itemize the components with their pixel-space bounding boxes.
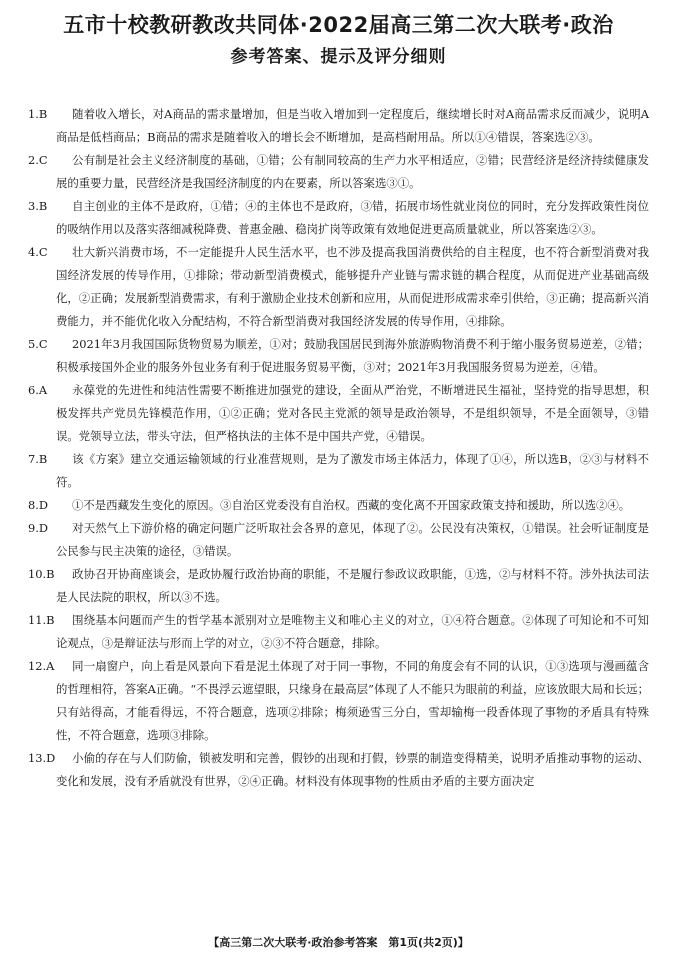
- answer-explanation: 随着收入增长，对A商品的需求量增加，但是当收入增加到一定程度后，继续增长时对A商品需求反而减少，说明A商品是低档商品；B商品的需求是随着收入的增长会不断增加，是高档耐用品。所以①④错误，答案选②③。: [56, 107, 649, 144]
- answer-number: 10.B: [28, 567, 55, 581]
- answer-number: 13.D: [28, 751, 56, 765]
- answer-number: 1.B: [28, 107, 48, 121]
- answer-item: [28, 494, 649, 517]
- answer-number: 5.C: [28, 337, 48, 351]
- answer-item: [28, 609, 649, 655]
- answer-item: [28, 195, 649, 241]
- answer-item: [28, 655, 649, 747]
- answer-explanation: 围绕基本问题而产生的哲学基本派别对立是唯物主义和唯心主义的对立，①④符合题意。②体现了可知论和不可知论观点，③是辩证法与形而上学的对立，②③不符合题意，排除。: [56, 613, 649, 650]
- answer-explanation: 自主创业的主体不是政府，①错；④的主体也不是政府，③错，拓展市场性就业岗位的同时，充分发挥政策性岗位的吸纳作用以及落实落细减税降费、普惠金融、稳岗扩岗等政策有效地促进更高质量就业，所以答案选②③。: [56, 199, 649, 236]
- answer-explanation: 该《方案》建立交通运输领域的行业准营规则，是为了激发市场主体活力，体现了①④，所以选B，②③与材料不符。: [56, 452, 649, 489]
- answer-number: 12.A: [28, 659, 55, 673]
- answer-item: [28, 747, 649, 793]
- answer-explanation: 2021年3月我国国际货物贸易为顺差，①对；鼓励我国居民到海外旅游购物消费不利于缩小服务贸易逆差，②错；积极承接国外企业的服务外包业务有利于促进服务贸易平衡，③对；2021年3月我国服务贸易为逆差，④错。: [56, 337, 649, 374]
- answer-number: 9.D: [28, 521, 49, 535]
- answer-number: 7.B: [28, 452, 48, 466]
- answer-explanation: 壮大新兴消费市场，不一定能提升人民生活水平，也不涉及提高我国消费供给的自主程度，也不符合新型消费对我国经济发展的传导作用，①排除；带动新型消费模式，能够提升产业链与需求链的耦合程度，从而促进产业基础高级化，②正确；发展新型消费需求，有利于激励企业技术创新和应用，从而促进形成需求牵引供给，③正确；提高新兴消费能力，并不能优化收入分配结构，不符合新型消费对我国经济发展的传导作用，④排除。: [56, 245, 649, 328]
- answer-number: 11.B: [28, 613, 55, 627]
- page-subtitle: 参考答案、提示及评分细则: [230, 47, 447, 67]
- answer-explanation: 同一扇窗户，向上看是风景向下看是泥土体现了对于同一事物，不同的角度会有不同的认识，①③选项与漫画蕴含的哲理相符，答案A正确。“不畏浮云遮望眼，只缘身在最高层”体现了人不能只为眼前的利益，应该放眼大局和长远；只有站得高，才能看得远，不符合题意，选项②排除；梅须逊雪三分白，雪却输梅一段香体现了事物的矛盾具有特殊性，不符合题意，选项③排除。: [56, 659, 649, 742]
- answer-item: [28, 333, 649, 379]
- answer-item: [28, 149, 649, 195]
- answer-item: [28, 241, 649, 333]
- answer-item: [28, 517, 649, 563]
- page-footer: 【高三第二次大联考·政治参考答案 第1页(共2页)】: [208, 936, 469, 949]
- answer-explanation: ①不是西藏发生变化的原因。③自治区党委没有自治权。西藏的变化离不开国家政策支持和援助，所以选②④。: [72, 498, 631, 512]
- answer-explanation: 对天然气上下游价格的确定问题广泛听取社会各界的意见，体现了②。公民没有决策权，①错误。社会听证制度是公民参与民主决策的途径，③错误。: [56, 521, 649, 558]
- answer-explanation: 政协召开协商座谈会，是政协履行政治协商的职能，不是履行参政议政职能，①选，②与材料不符。涉外执法司法是人民法院的职权，所以③不选。: [56, 567, 649, 604]
- answer-explanation: 永葆党的先进性和纯洁性需要不断推进加强党的建设，全面从严治党，不断增进民生福祉，坚持党的指导思想，积极发挥共产党员先锋模范作用，①②正确；党对各民主党派的领导是政治领导，不是组织领导，不是全面领导，③错误。党领导立法，带头守法，但严格执法的主体不是中国共产党，④错误。: [56, 383, 649, 443]
- answer-number: 3.B: [28, 199, 48, 213]
- answer-item: [28, 379, 649, 448]
- answer-item: [28, 448, 649, 494]
- answer-explanation: 公有制是社会主义经济制度的基础，①错；公有制同较高的生产力水平相适应，②错；民营经济是经济持续健康发展的重要力量，民营经济是我国经济制度的内在要素，所以答案选③①。: [56, 153, 649, 190]
- answer-explanation: 小偷的存在与人们防偷，锁被发明和完善，假钞的出现和打假，钞票的制造变得精美，说明矛盾推动事物的运动、变化和发展，没有矛盾就没有世界，②④正确。材料没有体现事物的性质由矛盾的主要方面决定: [56, 751, 649, 788]
- answer-number: 4.C: [28, 245, 48, 259]
- answer-number: 2.C: [28, 153, 48, 167]
- answer-item: [28, 563, 649, 609]
- answer-item: [28, 103, 649, 149]
- page-title: 五市十校教研教改共同体·2022届高三第二次大联考·政治: [63, 13, 614, 37]
- answer-number: 8.D: [28, 498, 49, 512]
- answer-list: [28, 103, 649, 793]
- answer-number: 6.A: [28, 383, 48, 397]
